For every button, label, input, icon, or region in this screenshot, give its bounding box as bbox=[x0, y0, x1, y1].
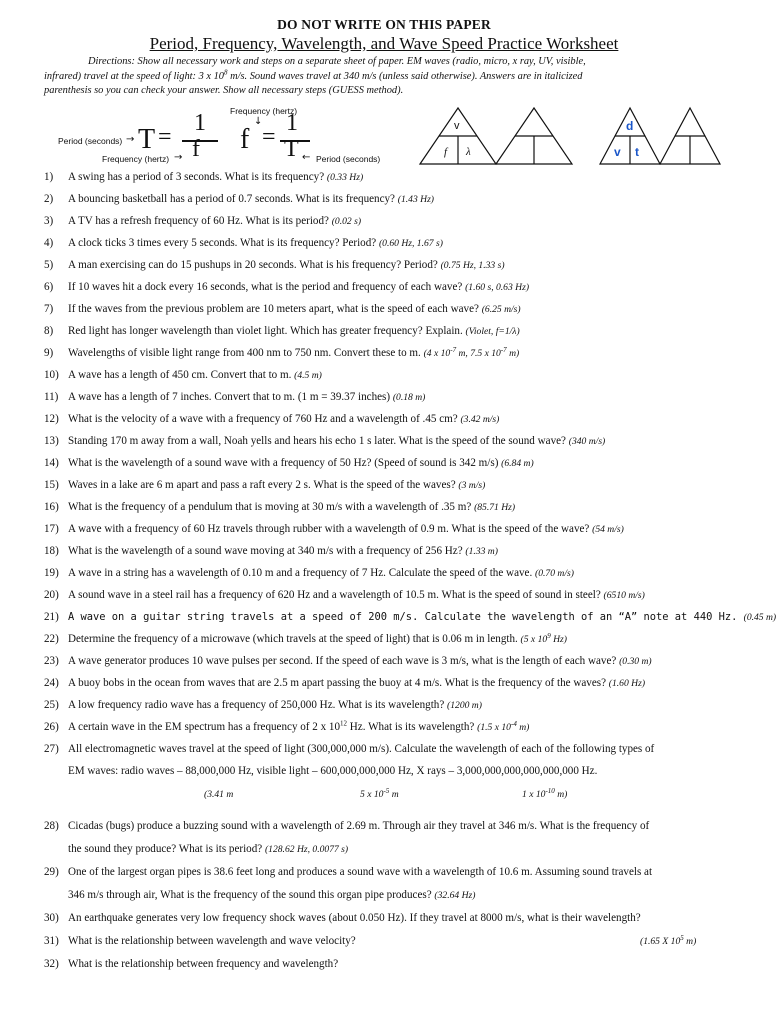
question-answer: (6.25 m/s) bbox=[481, 304, 521, 315]
question-number: 17) bbox=[44, 523, 59, 535]
question-number: 24) bbox=[44, 677, 59, 689]
question-answer: (340 m/s) bbox=[568, 436, 606, 447]
triangle-label-f: f bbox=[444, 146, 448, 158]
answer-27-visible bbox=[360, 786, 399, 800]
question-answer: (6510 m/s) bbox=[603, 590, 645, 601]
directions-line-1 bbox=[44, 55, 734, 70]
question-answer: (0.30 m) bbox=[619, 656, 652, 667]
answer-exponent: -7 bbox=[450, 345, 457, 354]
question-number: 29) bbox=[44, 866, 59, 878]
question-29-continued bbox=[68, 889, 475, 901]
arrow-down-icon: ↓ bbox=[254, 116, 263, 127]
answer-part: (1.5 x 10 bbox=[477, 722, 511, 733]
question-text: Standing 170 m away from a wall, Noah yells and hears his echo 1 s later. What is the speed of the sound wave? bbox=[68, 435, 569, 447]
question-answer: (54 m/s) bbox=[592, 524, 624, 535]
question-text: A wave has a length of 450 cm. Convert that to m. bbox=[68, 369, 295, 381]
question-number: 3) bbox=[44, 215, 54, 227]
question-text: A man exercising can do 15 pushups in 20 seconds. What is his frequency? Period? bbox=[68, 259, 441, 271]
answer-exponent: -5 bbox=[383, 786, 390, 795]
answer-27-xray bbox=[522, 786, 568, 800]
question-text: 346 m/s through air, What is the frequency of the sound this organ pipe produces? bbox=[68, 889, 435, 901]
question-text: What is the wavelength of a sound wave moving at 340 m/s with a frequency of 256 Hz? bbox=[68, 545, 466, 557]
triangle-label-v: v bbox=[454, 120, 460, 132]
question-number: 19) bbox=[44, 567, 59, 579]
question-answer: (1.33 m) bbox=[465, 546, 498, 557]
answer-exponent: -10 bbox=[545, 786, 555, 795]
fraction-bar-1 bbox=[182, 140, 218, 142]
question-number: 28) bbox=[44, 820, 59, 832]
directions-exponent: 8 bbox=[223, 68, 228, 77]
answer-part: m) bbox=[683, 936, 697, 947]
question-answer: (6.84 m) bbox=[501, 458, 534, 469]
question-answer: (0.45 m) bbox=[743, 612, 776, 623]
question-number: 9) bbox=[44, 347, 54, 359]
answer-part: 1 x 10 bbox=[522, 789, 546, 800]
answer-part: m bbox=[389, 789, 399, 800]
question-text: What is the relationship between wavelength and wave velocity? bbox=[68, 935, 356, 947]
question-text: An earthquake generates very low frequency shock waves (about 0.050 Hz). If they travel at 8000 m/s, what is their wavelength? bbox=[68, 912, 641, 924]
answer-part: (4 x 10 bbox=[423, 348, 451, 359]
question-number: 12) bbox=[44, 413, 59, 425]
worksheet-title-text: Period, Frequency, Wavelength, and Wave Speed Practice Worksheet bbox=[149, 34, 619, 53]
question-number: 20) bbox=[44, 589, 59, 601]
answer-27-radio: (3.41 m bbox=[204, 789, 234, 800]
question-number: 21) bbox=[44, 611, 59, 623]
question-answer: (3.42 m/s) bbox=[460, 414, 500, 425]
question-number: 27) bbox=[44, 743, 59, 755]
question-text: If the waves from the previous problem are 10 meters apart, what is the speed of each wave? bbox=[68, 303, 482, 315]
question-answer: (0.60 Hz, 1.67 s) bbox=[378, 238, 443, 249]
period-label-left: Period (seconds) bbox=[58, 136, 123, 146]
question-answer: (1200 m) bbox=[447, 700, 482, 711]
answer-exponent: -7 bbox=[500, 345, 507, 354]
question-28-continued bbox=[68, 843, 348, 855]
formula-T: T bbox=[138, 124, 156, 155]
directions-line-1-text: Directions: Show all necessary work and steps on a separate sheet of paper. EM waves (radio, micro, x ray, UV, visible, bbox=[88, 56, 586, 67]
question-number: 25) bbox=[44, 699, 59, 711]
directions-line-2b: m/s. Sound waves travel at 340 m/s (unless said otherwise). Answers are in italicized bbox=[227, 70, 583, 82]
question-text: A buoy bobs in the ocean from waves that are 2.5 m apart passing the buoy at 4 m/s. What is the frequency of the waves? bbox=[68, 677, 609, 689]
formula-f: f bbox=[240, 124, 250, 155]
question-text: A low frequency radio wave has a frequency of 250,000 Hz. What is its wavelength? bbox=[68, 699, 448, 711]
question-answer: (1.60 Hz) bbox=[608, 678, 646, 689]
worksheet-title bbox=[0, 34, 768, 54]
answer-part: m, 7.5 x 10 bbox=[456, 348, 501, 359]
answer-exponent: 9 bbox=[547, 631, 551, 640]
question-text: What is the wavelength of a sound wave with a frequency of 50 Hz? (Speed of sound is 342 m/s) bbox=[68, 457, 502, 469]
formula-denominator-T: T bbox=[284, 136, 299, 162]
question-answer: (85.71 Hz) bbox=[474, 502, 516, 513]
period-label-right: Period (seconds) bbox=[316, 154, 381, 164]
question-number: 15) bbox=[44, 479, 59, 491]
question-text: A TV has a refresh frequency of 60 Hz. What is its period? bbox=[68, 215, 332, 227]
question-text: Red light has longer wavelength than violet light. Which has greater frequency? Explain. bbox=[68, 325, 466, 337]
question-number: 23) bbox=[44, 655, 59, 667]
arrow-right-icon: → bbox=[126, 134, 135, 145]
question-answer: (0.75 Hz, 1.33 s) bbox=[440, 260, 505, 271]
question-text: A wave generator produces 10 wave pulses per second. If the speed of each wave is 3 m/s, what is the length of each wave? bbox=[68, 655, 620, 667]
answer-part: m) bbox=[554, 789, 568, 800]
triangle-label-v2: v bbox=[614, 145, 621, 159]
question-number: 5) bbox=[44, 259, 54, 271]
question-number: 13) bbox=[44, 435, 59, 447]
formula-denominator-f: f bbox=[192, 136, 200, 162]
question-exponent: 12 bbox=[340, 719, 348, 728]
question-number: 7) bbox=[44, 303, 54, 315]
question-answer: (3 m/s) bbox=[458, 480, 486, 491]
question-number: 4) bbox=[44, 237, 54, 249]
question-text: the sound they produce? What is its period? bbox=[68, 843, 265, 855]
question-number: 1) bbox=[44, 171, 54, 183]
question-text: A swing has a period of 3 seconds. What is its frequency? bbox=[68, 171, 327, 183]
question-answer: (0.70 m/s) bbox=[535, 568, 574, 579]
triangle-diagrams bbox=[420, 104, 730, 170]
period-frequency-formulas bbox=[58, 104, 398, 170]
question-text: A wave with a frequency of 60 Hz travels through rubber with a wavelength of 0.9 m. What is the speed of the wave? bbox=[68, 523, 593, 535]
answer-part: m) bbox=[506, 348, 520, 359]
answer-part: Hz) bbox=[550, 634, 567, 645]
question-text: A bouncing basketball has a period of 0.7 seconds. What is its frequency? bbox=[68, 193, 398, 205]
question-text: Waves in a lake are 6 m apart and pass a raft every 2 s. What is the speed of the waves? bbox=[68, 479, 459, 491]
question-number: 31) bbox=[44, 935, 59, 947]
triangle-label-lambda: λ bbox=[466, 146, 471, 158]
question-text: A wave on a guitar string travels at a speed of 200 m/s. Calculate the wavelength of an “A” note at 440 Hz. bbox=[68, 611, 744, 623]
arrow-left-icon: ← bbox=[302, 152, 311, 163]
question-number: 10) bbox=[44, 369, 59, 381]
question-number: 22) bbox=[44, 633, 59, 645]
question-answer: (1.60 s, 0.63 Hz) bbox=[465, 282, 530, 293]
question-27-continued: EM waves: radio waves – 88,000,000 Hz, visible light – 600,000,000,000 Hz, X rays – 3,000,000,000,000,000,000 Hz. bbox=[68, 765, 598, 777]
question-text: What is the relationship between frequency and wavelength? bbox=[68, 958, 339, 970]
question-text: All electromagnetic waves travel at the speed of light (300,000,000 m/s). Calculate the wavelength of each of the following types of bbox=[68, 743, 655, 755]
directions-text bbox=[44, 55, 734, 99]
formula-numerator-2: 1 bbox=[286, 110, 298, 136]
question-text: Cicadas (bugs) produce a buzzing sound with a wavelength of 2.69 m. Through air they travel at 346 m/s. What is the frequency of bbox=[68, 820, 650, 832]
triangle-label-t: t bbox=[635, 145, 639, 159]
answer-30 bbox=[640, 933, 697, 947]
directions-line-2 bbox=[44, 70, 734, 85]
question-number: 11) bbox=[44, 391, 59, 403]
formula-triangles bbox=[420, 104, 730, 170]
question-answer: (128.62 Hz, 0.0077 s) bbox=[264, 844, 349, 855]
answer-part: (1.65 X 10 bbox=[640, 936, 681, 947]
question-text: A wave has a length of 7 inches. Convert that to m. (1 m = 39.37 inches) bbox=[68, 391, 393, 403]
frequency-label-bottom: Frequency (hertz) bbox=[102, 154, 170, 164]
question-answer: (0.02 s) bbox=[331, 216, 362, 227]
question-number: 16) bbox=[44, 501, 59, 513]
question-answer: (0.18 m) bbox=[392, 392, 426, 403]
question-number: 18) bbox=[44, 545, 59, 557]
question-text: What is the frequency of a pendulum that is moving at 30 m/s with a wavelength of .35 m? bbox=[68, 501, 475, 513]
question-text: A certain wave in the EM spectrum has a frequency of 2 x 10 bbox=[68, 721, 341, 733]
question-text: A clock ticks 3 times every 5 seconds. What is its frequency? Period? bbox=[68, 237, 379, 249]
directions-line-2a: infrared) travel at the speed of light: 3 x 10 bbox=[44, 70, 224, 82]
question-text: Wavelengths of visible light range from 400 nm to 750 nm. Convert these to m. bbox=[68, 347, 424, 359]
question-text: Hz. What is its wavelength? bbox=[347, 721, 478, 733]
answer-part: m) bbox=[516, 722, 530, 733]
question-number: 30) bbox=[44, 912, 59, 924]
frequency-label-top: Frequency (hertz) bbox=[230, 106, 298, 116]
question-number: 2) bbox=[44, 193, 54, 205]
question-text: A wave in a string has a wavelength of 0.10 m and a frequency of 7 Hz. Calculate the speed of the wave. bbox=[68, 567, 536, 579]
answer-exponent: 5 bbox=[680, 933, 684, 942]
question-text: A sound wave in a steel rail has a frequency of 620 Hz and a wavelength of 10.5 m. What is the speed of sound in steel? bbox=[68, 589, 604, 601]
question-answer: (Violet, f=1/λ) bbox=[465, 326, 520, 337]
question-number: 6) bbox=[44, 281, 54, 293]
question-text: One of the largest organ pipes is 38.6 feet long and produces a sound wave with a wavelength of 10.6 m. Assuming sound travels at bbox=[68, 866, 653, 878]
question-number: 32) bbox=[44, 958, 59, 970]
question-answer: (32.64 Hz) bbox=[434, 890, 476, 901]
question-number: 8) bbox=[44, 325, 54, 337]
question-text: If 10 waves hit a dock every 16 seconds, what is the period and frequency of each wave? bbox=[68, 281, 466, 293]
answer-exponent: -4 bbox=[510, 719, 517, 728]
directions-line-3: parenthesis so you can check your answer. Show all necessary steps (GUESS method). bbox=[44, 85, 404, 96]
question-answer: (0.33 Hz) bbox=[326, 172, 364, 183]
question-answer: (1.43 Hz) bbox=[397, 194, 435, 205]
warning-heading: DO NOT WRITE ON THIS PAPER bbox=[277, 17, 491, 32]
question-number: 26) bbox=[44, 721, 59, 733]
formula-numerator-1: 1 bbox=[194, 110, 206, 136]
formula-equals-1: = bbox=[158, 124, 172, 150]
arrow-right-icon: → bbox=[174, 152, 183, 163]
triangle-label-d: d bbox=[626, 119, 634, 133]
formula-equals-2: = bbox=[262, 124, 276, 150]
question-answer: (4.5 m) bbox=[294, 370, 322, 381]
answer-part: (5 x 10 bbox=[520, 634, 548, 645]
answer-part: 5 x 10 bbox=[360, 789, 384, 800]
question-text: What is the velocity of a wave with a frequency of 760 Hz and a wavelength of .45 cm? bbox=[68, 413, 461, 425]
question-number: 14) bbox=[44, 457, 59, 469]
question-text: Determine the frequency of a microwave (which travels at the speed of light) that is 0.06 m in length. bbox=[68, 633, 521, 645]
